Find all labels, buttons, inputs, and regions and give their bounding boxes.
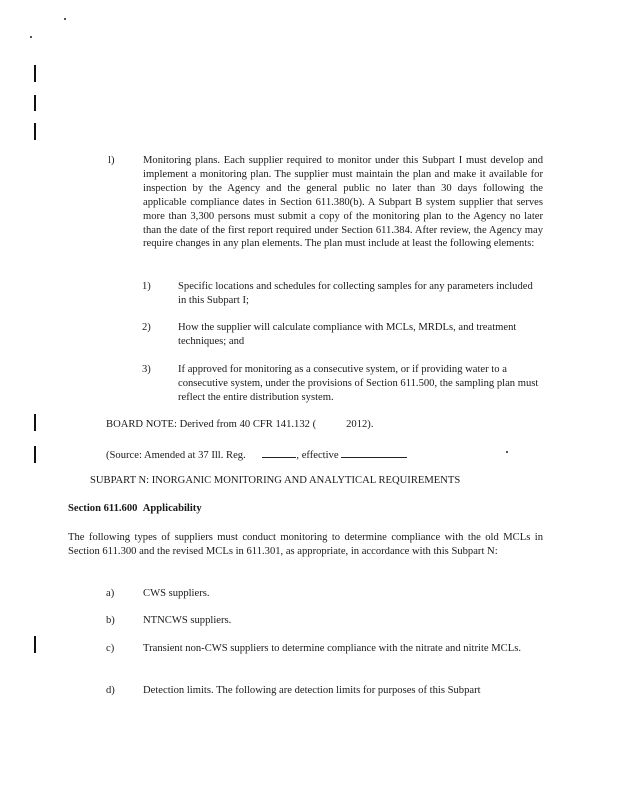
revision-bar — [34, 414, 36, 431]
scan-speck — [30, 36, 32, 38]
list-item-c-label: c) — [106, 643, 115, 654]
reg-page-blank — [262, 446, 296, 458]
subsection-l-text: Monitoring plans. Each supplier required to monitor under this Subpart I must develop and implement a monitoring plan. The supplier must maintain the plan and make it available for inspection by the Agency and the general public no later than 30 days following the applicable compliance dates in Section 611.380(b). A Subpart B system supplier that serves more than 3,300 persons must submit a copy of the monitoring plan to the Agency no later than the date of the first report required under Section 611.384. After review, the Agency may require changes in any plan elements. The plan must include at least the following elements: — [143, 155, 543, 250]
item-1-label: 1) — [142, 281, 151, 292]
list-item-b-text: NTNCWS suppliers. — [143, 615, 232, 626]
item-1-text: Specific locations and schedules for collecting samples for any parameters included in this Subpart I; — [178, 281, 533, 306]
scan-speck — [506, 451, 508, 453]
applicability-intro: The following types of suppliers must conduct monitoring to determine compliance with the old MCLs in Section 611.300 and the revised MCLs in 611.301, as appropriate, in accordance with this Subpart N: — [68, 532, 543, 557]
subsection-l-label: l) — [108, 155, 115, 166]
revision-bar — [34, 95, 36, 111]
list-item-c-text: Transient non-CWS suppliers to determine compliance with the nitrate and nitrite MCLs. — [143, 643, 521, 654]
list-item-d-text: Detection limits. The following are detection limits for purposes of this Subpart — [143, 685, 481, 696]
section-title — [68, 502, 202, 516]
list-item-b-label: b) — [106, 615, 115, 626]
board-note — [106, 418, 373, 432]
revision-bar — [34, 123, 36, 140]
source-prefix: (Source: Amended at 37 Ill. Reg. — [106, 450, 246, 461]
section-name: Applicability — [142, 503, 202, 514]
source-note — [106, 446, 407, 463]
list-item-d-label: d) — [106, 685, 115, 696]
list-item-a-label: a) — [106, 588, 115, 599]
revision-bar — [34, 65, 36, 82]
board-note-text: BOARD NOTE: Derived from 40 CFR 141.132 ( — [106, 419, 317, 430]
board-note-year: 2012). — [346, 419, 374, 430]
revision-bar — [34, 446, 36, 463]
subpart-heading: SUBPART N: INORGANIC MONITORING AND ANALYTICAL REQUIREMENTS — [90, 475, 461, 486]
scan-speck — [64, 18, 66, 20]
list-item-a-text: CWS suppliers. — [143, 588, 210, 599]
effective-date-blank — [341, 446, 407, 458]
revision-bar — [34, 636, 36, 653]
item-2-label: 2) — [142, 322, 151, 333]
section-number: Section 611.600 — [68, 503, 138, 514]
item-3-label: 3) — [142, 364, 151, 375]
item-3-text: If approved for monitoring as a consecutive system, or if providing water to a consecutive system, under the provisions of Section 611.500, the sampling plan must reflect the entire distribution system. — [178, 364, 539, 403]
item-2-text: How the supplier will calculate compliance with MCLs, MRDLs, and treatment techniques; and — [178, 322, 517, 347]
source-effective: , effective — [296, 450, 339, 461]
